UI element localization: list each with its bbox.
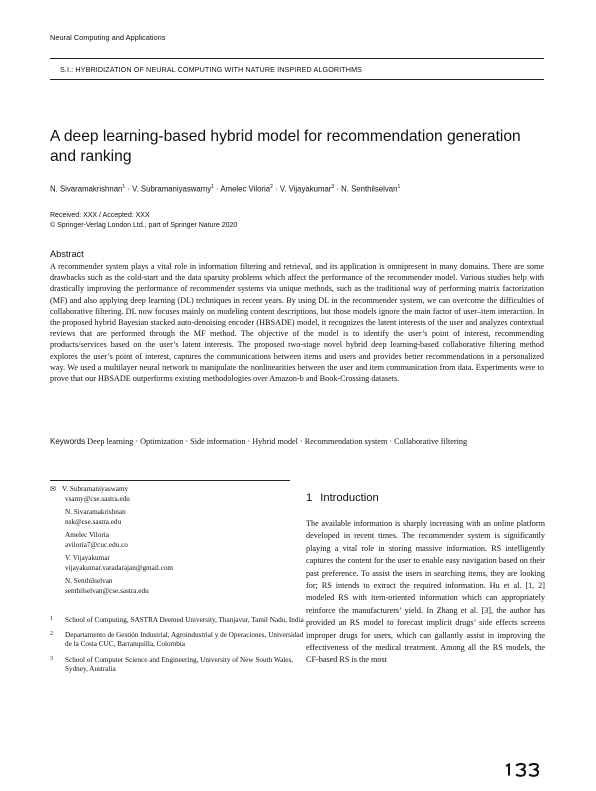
contact-email[interactable]: senthilselvan@cse.sastra.edu: [65, 586, 149, 595]
contact-email[interactable]: aviloria7@cuc.edu.co: [65, 540, 128, 549]
affiliation-text: School of Computing, SASTRA Deemed University, Thanjavur, Tamil Nadu, India: [65, 616, 304, 624]
affiliation-text: Departamento de Gestión Industrial, Agroindustrial y de Operaciones, Universidad de la Costa CUC, Barranquilla, Colombia: [65, 631, 304, 649]
special-issue-label: S.I.: HYBRIDIZATION OF NEURAL COMPUTING WITH NATURE INSPIRED ALGORITHMS: [60, 65, 363, 74]
keywords-label: Keywords: [50, 437, 86, 446]
abstract-heading: Abstract: [50, 249, 84, 259]
introduction-heading: [306, 492, 379, 504]
contact-entry: [50, 554, 290, 573]
special-issue-banner: [50, 61, 544, 80]
section-title: Introduction: [320, 492, 379, 504]
contact-name: [50, 554, 290, 564]
contact-name-text: V. Vijayakumar: [65, 554, 110, 562]
contact-name-text: V. Subramaniyaswamy: [62, 485, 129, 493]
author-affiliation-ref: 3: [331, 184, 335, 190]
received-accepted: Received: XXX / Accepted: XXX: [50, 212, 150, 219]
contact-name: [50, 485, 290, 495]
author-separator: ·: [272, 184, 280, 194]
banner-top-rule: [50, 58, 544, 59]
envelope-icon: ✉: [50, 485, 56, 493]
contact-name-text: N. Sivaramakrishnan: [65, 508, 126, 516]
author-name: V. Subramaniyaswamy: [132, 184, 212, 194]
affiliation-number: 3: [50, 655, 53, 662]
contact-entry: [50, 531, 290, 550]
author-name: Amelec Viloria: [220, 184, 271, 194]
contact-list: [50, 485, 290, 600]
affiliation-list: [50, 616, 310, 680]
contact-name-text: Amelec Viloria: [65, 531, 109, 539]
springer-logo-icon: [503, 763, 543, 777]
keywords-list: Deep learning · Optimization · Side information · Hybrid model · Recommendation system · Collaborative filtering: [87, 437, 468, 446]
author-affiliation-ref: 1: [122, 184, 126, 190]
contact-name-text: N. Senthilselvan: [65, 577, 113, 585]
contact-name: [50, 508, 290, 518]
abstract-text: A recommender system plays a vital role in information filtering and retrieval, and its application is omnipresent in many domains. There are some drawbacks such as the cold-start and the data sparsity problems which affect the performance of the recommender model. Various studies help with drastically improving the performance of recommender systems via unique methods, such as the traditional way of performing matrix factorization (MF) and also applying deep learning (DL) techniques in recent years. By using DL in the recommender system, we can overcome the difficulties of collaborative filtering. DL now focuses mainly on modeling content descriptions, but those models ignore the main factor of user–item interaction. In the proposed hybrid Bayesian stacked auto-denoising encoder (HBSADE) model, it recognizes the latent interests of the user and analyzes contextual reviews that are performed through the MF method. The objective of the model is to identify the user’s point of interest, recommending products/services based on the user’s latent interests. The proposed two-stage novel hybrid deep learning-based collaborative filtering method explores the user’s point of interest, captures the communications between items and users and provides better recommendations in a personalized way. We used a multilayer neural network to manipulate the nonlinearities between the user and item communication from data. Experiments were to prove that our HBSADE outperforms existing methodologies over Amazon-b and Book-Crossing datasets.: [50, 262, 544, 384]
footnote-rule: [50, 480, 290, 481]
author-name: N. Sivaramakrishnan: [50, 184, 123, 194]
author-affiliation-ref: 1: [211, 184, 214, 190]
author-separator: ·: [213, 184, 221, 194]
section-number: 1: [306, 492, 313, 504]
contact-name: [50, 531, 290, 541]
keywords-block: [50, 436, 544, 447]
affiliation-entry: [50, 656, 310, 674]
contact-entry: [50, 508, 290, 527]
affiliation-number: 2: [50, 631, 53, 638]
author-affiliation-ref: 1: [397, 184, 401, 190]
author-affiliation-ref: 2: [270, 184, 273, 190]
journal-name: Neural Computing and Applications: [50, 33, 166, 42]
affiliation-entry: [50, 616, 310, 625]
article-history: [50, 211, 237, 231]
contact-email[interactable]: vijayakumar.varadarajan@gmail.com: [65, 563, 173, 572]
contact-email[interactable]: nsk@cse.sastra.edu: [65, 517, 122, 526]
introduction-text: The available information is sharply increasing with an online platform developed in recent times. The recommender system is significantly playing a vital role in storing massive information. RS intelligently captures the content for the user to enable easy navigation based on their past preference. To assist the users in searching items, they are looking for; RS intends to extract the required information. Hu et al. [1, 2] modeled RS with item-oriented information which can appropriately reinforce the manufacturers’ yield. In Zhang et al. [3], the author has provided an RS model to forecast implicit drugs’ side effects screens improper drugs for users, which can gallantly assist in improving the effectiveness of the medical treatment. Among all the RS models, the CF-based RS is the most: [306, 519, 545, 665]
author-separator: ·: [125, 184, 133, 194]
contact-email[interactable]: vsamy@cse.sastra.edu: [65, 494, 130, 503]
contact-entry: [50, 485, 290, 504]
affiliation-entry: [50, 631, 310, 649]
author-name: N. Senthilselvan: [341, 184, 398, 194]
copyright-line: © Springer-Verlag London Ltd., part of Springer Nature 2020: [50, 222, 238, 229]
author-list: [50, 182, 550, 195]
contact-name: [50, 577, 290, 587]
paper-title: A deep learning-based hybrid model for recommendation generation and ranking: [50, 128, 521, 165]
affiliation-text: School of Computer Science and Engineering, University of New South Wales, Sydney, Australia: [65, 655, 294, 673]
author-name: V. Vijayakumar: [279, 184, 332, 194]
author-separator: ·: [334, 184, 342, 194]
contact-entry: [50, 577, 290, 596]
affiliation-number: 1: [50, 616, 53, 622]
